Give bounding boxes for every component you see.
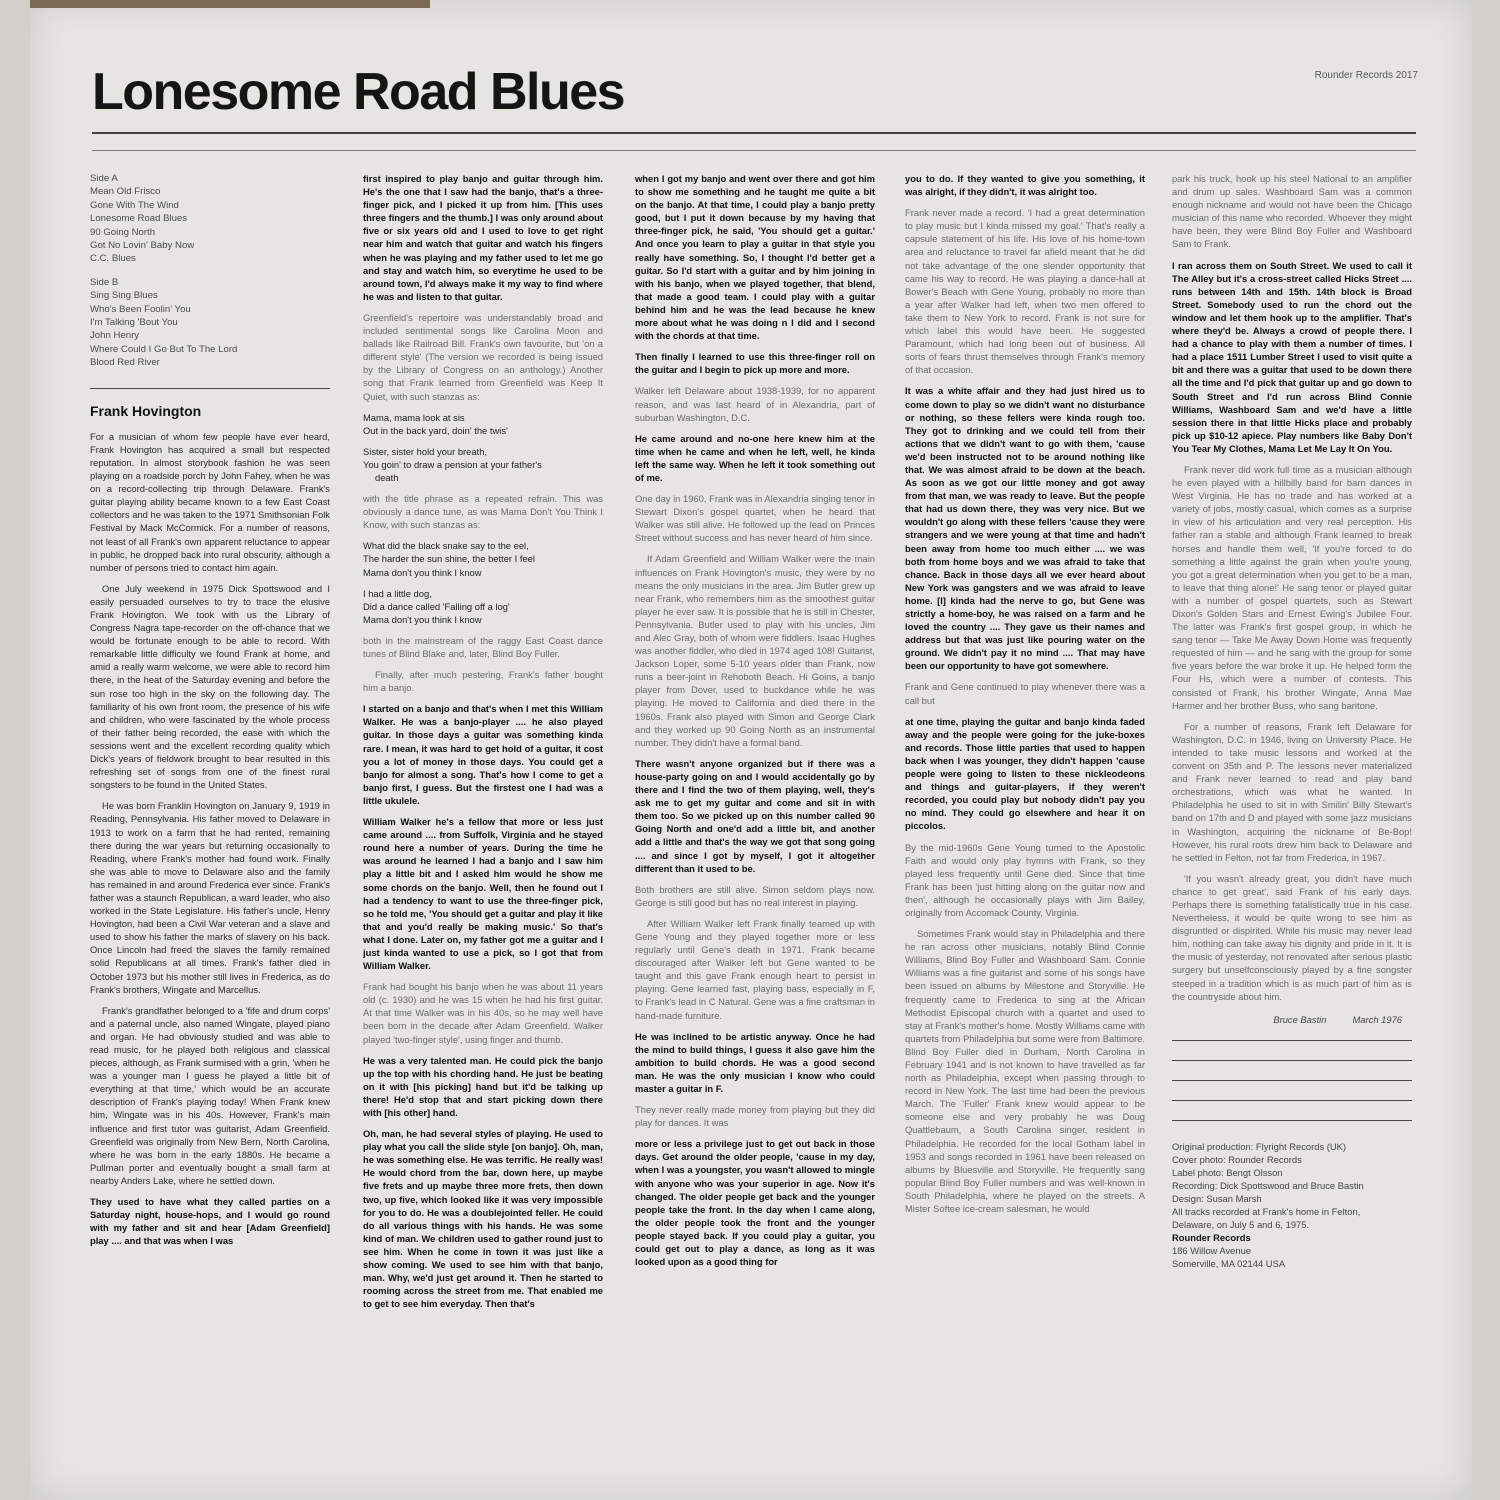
track-item: Got No Lovin' Baby Now (90, 240, 195, 252)
track-item: Sing Sing Blues (90, 290, 158, 302)
lyric-line: The harder the sun shine, the better I feel (363, 553, 535, 565)
address-line: Somerville, MA 02144 USA (1172, 1257, 1286, 1269)
album-back-cover (30, 0, 1472, 1500)
liner-quote: It was a white affair and they had just hired us to come down to play so we didn't want no disturbance or nothing, so these fellers were kinda rough too. They got to drinking and we could tell from their actions that we didn't want to go with them, 'cause we'd been instructed not to be around nothing like that. We was almost afraid to be down at the beach. As soon as we got our little money and got away from that man, we was ready to leave. But the people that had us down there, they was very nice. But we wouldn't go along with these fellers 'cause they were strangers and we were young at that time and hadn't been away from home too much either .... we was both from home boys and we was afraid to take that chance. Back in those days all we ever heard about New York was gangsters and we was afraid to leave home. [I] kinda had the nerve to go, but Gene was strictly a home-boy, he was raised on a farm and he loved the country .... They gave us their names and address but that was just like pouring water on the ground. We didn't pay it no mind .... That may have been our opportunity to have got somewhere. (905, 385, 1145, 672)
lyric-line: Did a dance called 'Falling off a log' (363, 600, 510, 612)
credit-line: Label photo: Bengt Olsson (1172, 1166, 1283, 1178)
lyric-line: Mama don't you think I know (363, 566, 482, 578)
track-item: C.C. Blues (90, 253, 136, 265)
liner-paragraph: 'If you wasn't already great, you didn't have much chance to get great', said Frank of his early days. Perhaps there is something fatalistically true in his case. Nevertheless, it would be quite wrong to see him as disgruntled or dispirited. While his music may never lead him, nothing can take away his dignity and pride in it. It is the music of yesterday, not renovated after serious plastic surgery but unselfconsciously played by a fine songster steeped in a tradition which is as much part of him as is the countryside about him. (1172, 872, 1412, 1002)
credit-line: Recording: Dick Spottswood and Bruce Bastin (1172, 1179, 1364, 1191)
credit-line: Cover photo: Rounder Records (1172, 1153, 1302, 1165)
liner-quote: first inspired to play banjo and guitar through him. He's the one that I saw had the banjo, that's a three-finger pick, and I picked it up from him. [This uses three fingers and the thumb.] I was only around about five or six years old and I used to love to get right near him and watch that guitar and watch his fingers when he was playing and my father used to let me go and stay and watch him, so everytime he used to be around town, I'd always make it my way to find where he was and listen to that guitar. (363, 173, 603, 302)
liner-quote: I started on a banjo and that's when I met this William Walker. He was a banjo-player .... he also played guitar. In those days a guitar was something kinda rare. I mean, it was hard to get hold of a guitar, it cost you a lot of money in those days. You could get a banjo for almost a song. That's how I come to get a banjo first, I guess. But the firstest one I had was a little ukulele. (363, 703, 603, 806)
liner-paragraph: with the title phrase as a repeated refrain. This was obviously a dance tune, as was Mama Don't You Think I Know, with such stanzas as: (363, 493, 603, 531)
text-column-3 (635, 172, 875, 1472)
liner-quote: He was a very talented man. He could pick the banjo up the top with his chording hand. He just be beating on it with [his picking] hand but it'd be talking up there! He'd stop that and start picking down there with [his other] hand. (363, 1054, 603, 1118)
track-item: I'm Talking 'Bout You (90, 317, 178, 329)
artist-heading: Frank Hovington (90, 402, 202, 419)
liner-paragraph: After William Walker left Frank finally teamed up with Gene Young and they played together more or less regularly until Gene's death in 1971. Frank became discouraged after Walker left but Gene wanted to be taught and this gave Frank enough heart to persist in playing. Gene learned fast, playing bass, especially in F, to Frank's lead in C Natural. Gene was a fine craftsman in hand-made furniture. (635, 917, 875, 1021)
title-rule (92, 132, 1416, 134)
lyric-stanza (363, 445, 603, 484)
liner-paragraph: Frank and Gene continued to play whenever there was a call but (905, 681, 1145, 706)
author-date: March 1976 (1352, 1013, 1402, 1025)
album-title: Lonesome Road Blues (92, 63, 625, 121)
blank-line (1172, 1040, 1412, 1041)
liner-paragraph: Frank never made a record. 'I had a great determination to play music but I kinda missed my goal.' That's really a capsule statement of his life. His love of his home-town area and reluctance to travel far afield meant that he did not take advantage of the one slender opportunity that came his way to record. He was playing a dance-hall at Bower's Beach with Gene Young, probably no more than a year after Walker had left, when two men offered to take them to New York to record. Frank is not sure for which label this would have been. He suggested Paramount, which had long been out of business. All sorts of fears thrust themselves through Frank's memory of that occasion. (905, 207, 1145, 376)
track-item: Mean Old Frisco (90, 186, 161, 198)
liner-paragraph: Sometimes Frank would stay in Philadelphia and there he ran across other musicians, notably Blind Connie Williams, Blind Boy Fuller and Washboard Sam. Connie Williams was a fine guitarist and some of his songs have been issued on albums by Milestone and Storyville. He frequently came to Frederica to sing at the African Methodist Episcopal church with a quartet and used to stay at Frank's mother's home. Mostly Williams came with quartets from Philadelphia but some were from Baltimore. Blind Boy Fuller died in Durham, North Carolina in February 1941 and is not known to have travelled as far north as Philadelphia, except when passing through to record in New York. The last time had been the previous March. The 'Fuller' Frank knew would appear to be someone else and very probably he was Doug Quattlebaum, a South Carolina singer, resident in Philadelphia. He recorded for the local Gotham label in 1953 and songs recorded in 1961 have been released on albums by Bluesville and Storyville. He frequently sang popular Blind Boy Fuller numbers and was well-known in South Philadelphia, where he played on the streets. A Mister Softee ice-cream salesman, he would (905, 928, 1145, 1215)
credit-line: Delaware, on July 5 and 6, 1975. (1172, 1218, 1310, 1230)
side-a-label: Side A (90, 173, 118, 184)
track-item: 90 Going North (90, 226, 156, 238)
text-column-1 (90, 172, 330, 1472)
liner-quote: He was inclined to be artistic anyway. Once he had the mind to build things, I guess it also gave him the ambition to build chords. He was a good second man. He was the only musician I know who could master a guitar in F. (635, 1030, 875, 1094)
author-signature (1172, 1013, 1402, 1026)
credit-line: Design: Susan Marsh (1172, 1192, 1262, 1204)
liner-quote: He came around and no-one here knew him at the time when he came and when he left, well, he kinda left the same way. When he left it took something out of me. (635, 432, 875, 483)
cover-edge (30, 0, 430, 8)
blank-line (1172, 1100, 1412, 1101)
credit-line: Original production: Flyright Records (UK) (1172, 1140, 1347, 1152)
liner-paragraph: Finally, after much pestering, Frank's father bought him a banjo. (363, 669, 603, 694)
track-item: Who's Been Foolin' You (90, 303, 191, 315)
liner-paragraph: They never really made money from playing but they did play for dances. It was (635, 1104, 875, 1129)
lyric-line: death (375, 471, 399, 483)
liner-paragraph: Walker left Delaware about 1938-1939, for no apparent reason, and was last heard of in Alexandria, part of suburban Washington, D.C. (635, 385, 875, 423)
lyric-stanza (363, 411, 603, 437)
track-item: Gone With The Wind (90, 199, 179, 211)
tracklist-side-b (90, 276, 330, 370)
blank-line (1172, 1060, 1412, 1061)
liner-paragraph: both in the mainstream of the raggy East Coast dance tunes of Blind Blake and, later, Blind Boy Fuller. (363, 634, 603, 659)
liner-paragraph: Greenfield's repertoire was understandably broad and included sentimental songs like Carolina Moon and ballads like Railroad Bill. Frank's own favourite, but 'on a different style' (The version we recorded is being issued by the Library of Congress on an anthology.) Another song that Frank learned from Greenfield was Keep It Quiet, with such stanzas as: (363, 311, 603, 402)
liner-paragraph: For a musician of whom few people have ever heard, Frank Hovington has acquired a small but respected reputation. In almost storybook fashion he was seen playing on a roadside porch by John Fahey, when he was on a record-collecting trip through Delaware. Frank's guitar playing ability became known to a few East Coast collectors and he was taken to the 1971 Smithsonian Folk Festival by Mack McCormick. For a number of reasons, not least of all Frank's own apparent reluctance to appear in public, he dropped back into rural obscurity, although a number of persons tried to contact him again. (90, 430, 330, 573)
liner-quote: at one time, playing the guitar and banjo kinda faded away and the people were going for the juke-boxes and records. Those little parties that used to happen back when I was younger, they didn't happen 'cause people were going to listen to these nickleodeons and things and guitar-players, if they weren't recorded, you could play but nobody didn't pay you no mind. They could go elsewhere and hear it on piccolos. (905, 715, 1145, 832)
liner-quote: you to do. If they wanted to give you something, it was alright, if they didn't, it was alright too. (905, 173, 1145, 198)
text-column-2 (363, 172, 603, 1472)
liner-quote: There wasn't anyone organized but if there was a house-party going on and I would accidentally go by there and I find the two of them playing, well, they's ask me to get my guitar and come and sit in with them too. So we picked up on this number called 90 Going North and one'd add a little bit, and another add a little and that's the way we got that song going .... and since I got by myself, I got it altogether different than it used to be. (635, 757, 875, 874)
lyric-line: What did the black snake say to the eel, (363, 540, 529, 552)
liner-paragraph: Frank had bought his banjo when he was about 11 years old (c. 1930) and he was 15 when he had his first guitar. At that time Walker was in his 40s, so he may well have been born in the decade after Adam Greenfield. Walker played 'two-finger style', using finger and thumb. (363, 981, 603, 1045)
liner-paragraph: Frank's grandfather belonged to a 'fife and drum corps' and a paternal uncle, also named Wingate, played piano and organ. He had obviously studied and was able to read music, for he played both religious and classical pieces, although, as Frank surmised with a grin, 'when he was a younger man I guess he played a little bit of everything at that time,' which would be an accurate description of Frank's playing today! When Frank knew him, Wingate was in his 40s. However, Frank's main influence and first tutor was guitarist, Adam Greenfield. Greenfield was originally from New Bern, North Carolina, where he was born in the early 1880s. He became a Pullman porter and eventually bought a small farm at nearby Anders Lake, where he settled down. (90, 1004, 330, 1186)
lyric-line: I had a little dog, (363, 587, 432, 599)
liner-paragraph: Frank never did work full time as a musician although he even played with a hillbilly band for barn dances in West Virginia. He has no trade and has worked at a variety of jobs, mostly casual, which comes as a surprise in view of his articulation and very real perception. His father ran a stable and although Frank learned to break horses and handle them well, 'If you're forced to do something a little against the grain when you're young, you got a great determination when you get to be a man, to leave that thing alone!' He sang tenor or played guitar with a number of gospel quartets, such as Stewart Dixon's Golden Stars and Ernest Ewing's Jubilee Four. The latter was Frank's first gospel group, in which he sang tenor — Take Me Away Down Home was frequently requested of him — and he sang with the group for some five years before the war broke it up. He helped form the Four Hs, which were a number of contests. This consisted of Frank, his brother Wingate, Anna Mae Harmer and her brother Buss, who sang baritone. (1172, 463, 1412, 711)
liner-paragraph: If Adam Greenfield and William Walker were the main influences on Frank Hovington's music, they were by no means the only musicians in the area. Jim Butler grew up near Frank, who remembers him as the smoothest guitar player he ever saw. It is possible that he is still in Chester, Pennsylvania. Butler used to play with his uncles, Jim and Alec Gray, both of whom were fiddlers. Isaac Hughes was another fiddler, who died in 1974 aged 108! Guitarist, Jackson Loper, some 5-10 years older than Frank, now runs a beer-joint in Rehoboth Beach. Hi Goins, a banjo player from Dover, used to buckdance while he was playing. He moved to California and died there in the 1960s. Frank also played with Simon and George Clark and they worked up 90 Going North as an instrumental number. They didn't have a formal band. (635, 553, 875, 748)
blank-line (1172, 1080, 1412, 1081)
text-column-4 (905, 172, 1145, 1472)
liner-quote: more or less a privilege just to get out back in those days. Get around the older people, 'cause in my day, when I was a youngster, you wasn't allowed to mingle with anyone who was your superior in age. Now it's changed. The older people get back and the younger people take the front. In the day when I came along, the older people took the front and the younger people stayed back. If you could play a guitar, you could get out to play a dance, as long as it was looked upon as a good thing for (635, 1138, 875, 1268)
liner-quote: They used to have what they called parties on a Saturday night, house-hops, and I would go round with my father and sit and hear [Adam Greenfield] play .... and that was when I was (90, 1196, 330, 1247)
lyric-line: Out in the back yard, doin' the twis' (363, 424, 508, 436)
liner-paragraph: park his truck, hook up his steel National to an amplifier and drum up sales. Washboard Sam was a common enough nickname and would not have been the Chicago musician of this name who recorded. Whoever they might have been, they were Blind Boy Fuller and Washboard Sam to Frank. (1172, 173, 1412, 250)
address-line: 186 Willow Avenue (1172, 1244, 1252, 1256)
lyric-line: You goin' to draw a pension at your father's (363, 458, 542, 470)
liner-quote: Oh, man, he had several styles of playing. He used to play what you call the slide style [on banjo]. Oh, man, he was something else. He was terrific. He really was! He would chord from the bar, down here, up maybe five frets and up maybe three more frets, then down two, up five, which looked like it was very impossible for you to do. He was a doublejointed feller. He could do all various things with his hands. He was some kind of man. We children used to gather round just to see him. When he come in town it was just like a show coming. We used to see him with that banjo, man. Why, we'd just get around it. Then he started to rooming across the street from me. That enabled me to get to see him everyday. Then that's (363, 1128, 603, 1310)
liner-paragraph: For a number of reasons, Frank left Delaware for Washington, D.C. in 1946, living on University Place. He intended to take music lessons and worked at the convent on 35th and P. The lessons never materialized and Frank never learned to read and play band orchestrations, which was what he wanted. In Philadelphia he used to sit in with Smilin' Billy Stewart's band on 17th and D and played with some jazz musicians in Washington, acquiring the nickname of Be-Bop! However, his rural roots drew him back to Delaware and he settled in Felton, not far from Frederica, in 1967. (1172, 720, 1412, 863)
tracklist-side-a (90, 172, 330, 266)
liner-quote: I ran across them on South Street. We used to call it The Alley but it's a cross-street called Hicks Street .... runs between 14th and 15th. 14th block is Broad Street. Somebody used to run the chord out the window and let them hook up to the amplifier. That's where they'd be. Always a crowd of people there. I had a chance to play with them a number of times. I had a place 1511 Lumber Street I used to visit quite a bit and there was a guitar that used to be down there all the time and I'd pick that guitar up and go down to South Street and I'd run across Blind Connie Williams, Washboard Sam and we'd have a little session there in that little Hicks place and probably pick up $10-12 apiece. Play numbers like Baby Don't You Tear My Clothes, Mama Let Me Lay It On You. (1172, 259, 1412, 454)
liner-quote: when I got my banjo and went over there and got him to show me something and he taught me quite a bit on the banjo. At that time, I could play a banjo pretty good, but I put it down because by my having that three-finger pick, he said, 'You should get a guitar.' And once you learn to play a guitar in that style you really have something. So, I thought I'd better get a guitar. So I'd start with a guitar and by him joining in with his banjo, when we played together, that blend, that made a good team. I could play with a guitar behind him and he was the lead because he knew more about what he was doing n I did and I second with the chords at that time. (635, 173, 875, 342)
track-item: Where Could I Go But To The Lord (90, 343, 238, 355)
blank-line (1172, 1120, 1412, 1121)
production-credits (1172, 1140, 1412, 1270)
lyric-stanza (363, 539, 603, 578)
lyric-line: Sister, sister hold your breath, (363, 445, 488, 457)
title-rule-thin (92, 150, 1416, 151)
track-item: Blood Red River (90, 357, 160, 369)
side-b-label: Side B (90, 276, 119, 288)
liner-quote: Then finally I learned to use this three-finger roll on the guitar and I begin to pick up more and more. (635, 351, 875, 376)
lyric-line: Mama don't you think I know (363, 613, 482, 625)
lyric-stanza (363, 587, 603, 626)
liner-quote: William Walker he's a fellow that more or less just came around .... from Suffolk, Virginia and he stayed round here a number of years. During the time he was around he learned I had a banjo and I saw him play a little bit and I asked him would he show me some chords on the banjo. Well, then he found out I had a tendency to want to use the three-finger pick, so he told me, 'You should get a guitar and play it like that and you'd really be making music.' So that's what I done. Later on, my father got me a guitar and I just kinda wanted to use a pick, so I got that from William Walker. (363, 816, 603, 972)
liner-paragraph: One July weekend in 1975 Dick Spottswood and I easily persuaded ourselves to try to trace the elusive Frank Hovington. We took with us the Library of Congress Nagra tape-recorder on the off-chance that we would be fortunate enough to be able to record. With remarkable little difficulty we found Frank at home, and amid a really warm welcome, we were able to record him there, in the heat of the Saturday evening and before the sun rose too high in the sky on the following day. The familiarity of his own front room, the presence of his wife and children, who were fascinated by the whole process of their father being recorded, the ease with which the sessions went and the excellent recording quality which Dick's years of fieldwork brought to bear resulted in this refreshing set of songs from one of the finest rural songsters to be found in the United States. (90, 582, 330, 791)
credit-line: All tracks recorded at Frank's home in Felton, (1172, 1205, 1361, 1217)
catalog-number: Rounder Records 2017 (1314, 70, 1418, 81)
track-item: Lonesome Road Blues (90, 213, 188, 225)
liner-paragraph: He was born Franklin Hovington on January 9, 1919 in Reading, Pennsylvania. His father moved to Delaware in 1913 to work on a farm that he had rented, remaining there during the war years but returning occasionally to Reading, where Frank's mother had found work. Finally she was able to move to Delaware also and the family has remained in and around Frederica ever since. Frank's father was a staunch Republican, a ward leader, who also worked in the State Legislature. His father's uncle, Henry Hovington, had been a Civil War veteran and a slave and used to show his father the marks of slavery on his back. Once Lincoln had freed the slaves the family remained solid Republicans at all times. Frank's father died in October 1973 but his mother still lives in Frederica, as do Frank's brothers, Wingate and Marcellus. (90, 800, 330, 995)
text-column-5 (1172, 172, 1412, 1472)
liner-paragraph: By the mid-1960s Gene Young turned to the Apostolic Faith and would only play hymns with Frank, so they played less frequently until Gene died. Since that time Frank has been 'just hitting along on the guitar now and then', although he occasionally plays with Jim Bailey, originally from Accomack County, Virginia. (905, 841, 1145, 918)
liner-paragraph: One day in 1960, Frank was in Alexandria singing tenor in Stewart Dixon's gospel quartet, when he heard that Walker was still alive. He followed up the lead on Princes Street without success and has never heard of him since. (635, 493, 875, 544)
lyric-line: Mama, mama look at sis (363, 411, 465, 423)
label-name: Rounder Records (1172, 1231, 1251, 1243)
liner-paragraph: Both brothers are still alive. Simon seldom plays now. George is still good but has no real interest in playing. (635, 883, 875, 908)
author-name: Bruce Bastin (1273, 1013, 1327, 1025)
section-divider (90, 388, 330, 389)
track-item: John Henry (90, 330, 140, 342)
